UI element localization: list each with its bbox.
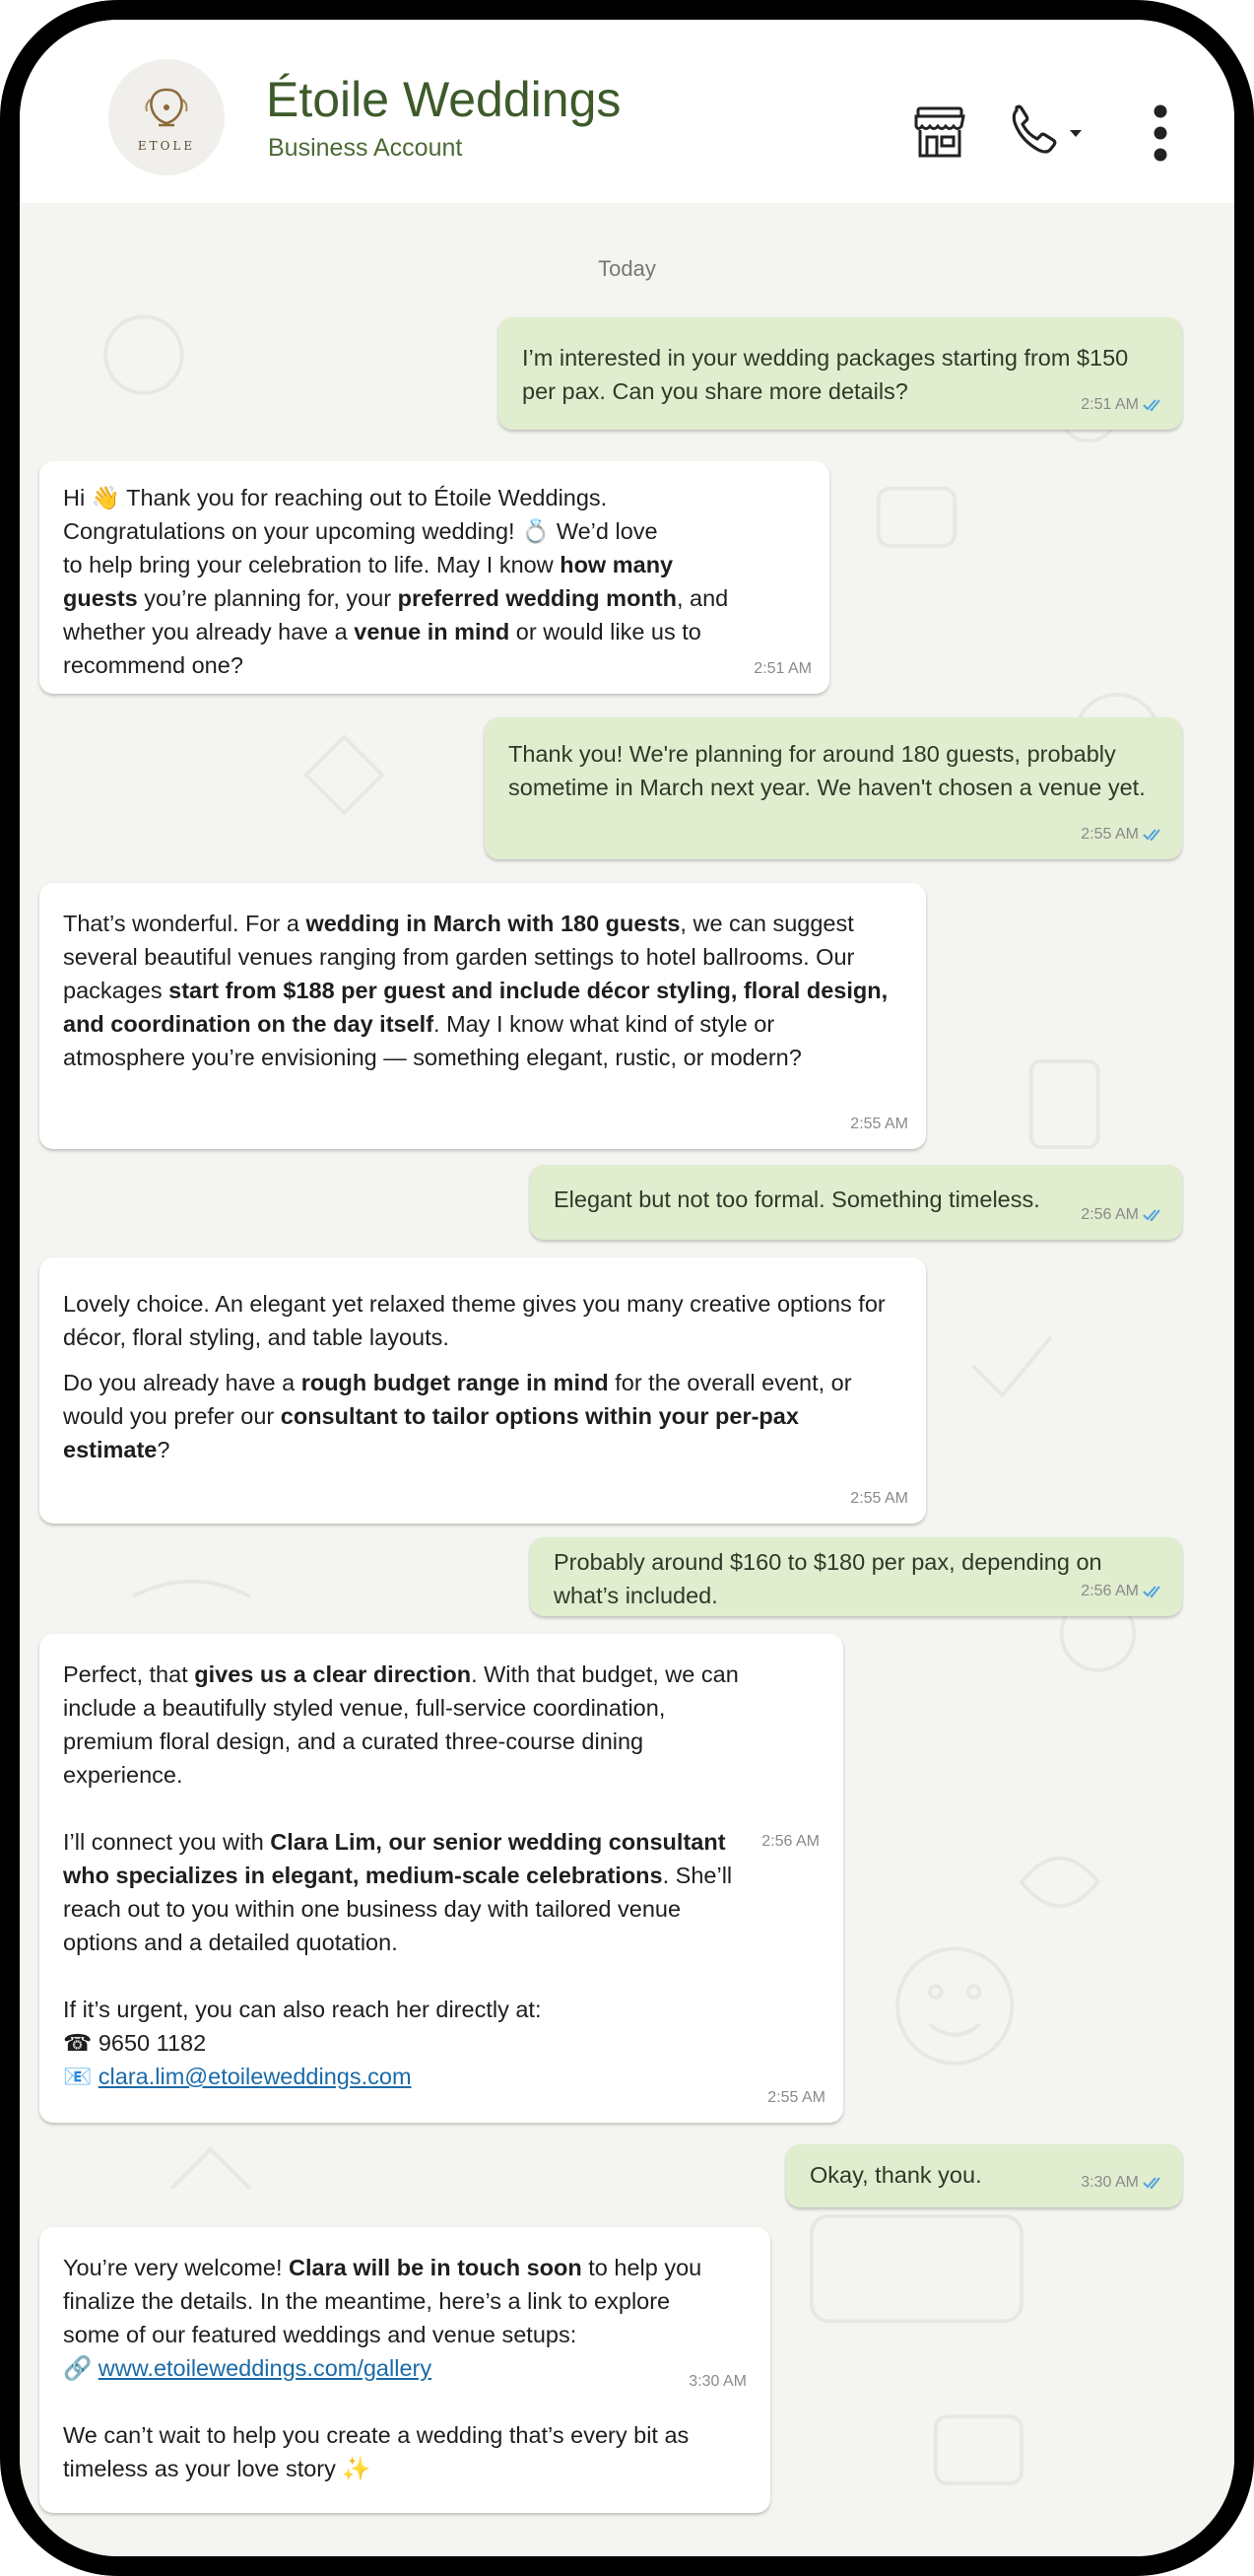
message-time-inline: 2:56 AM [761, 1833, 820, 1850]
read-receipt-icon [1143, 828, 1164, 842]
message-text: Elegant but not too formal. Something timeless. [554, 1186, 1040, 1212]
message-outgoing[interactable] [485, 717, 1182, 859]
read-receipt-icon [1143, 398, 1164, 412]
link-icon: 🔗 [63, 2355, 93, 2381]
logo-wordmark: ETOLE [137, 139, 196, 153]
business-account-label: Business Account [268, 134, 463, 162]
phone-icon[interactable] [1009, 102, 1088, 162]
message-incoming[interactable] [39, 461, 829, 694]
message-outgoing[interactable] [786, 2144, 1182, 2207]
message-time: 2:55 AM [850, 1116, 908, 1132]
email-link[interactable]: clara.lim@etoileweddings.com [98, 2064, 412, 2089]
message-text: You’re very welcome! Clara will be in touch soon to help you finalize the details. In the meantime, here’s a link to explore some of our featured weddings and venue setups: [63, 2255, 702, 2347]
gallery-link[interactable]: www.etoileweddings.com/gallery [98, 2355, 432, 2381]
storefront-icon[interactable] [908, 101, 971, 164]
message-text: We can’t wait to help you create a wedding that’s every bit as timeless as your love story ✨ [63, 2422, 690, 2481]
message-text: That’s wonderful. For a wedding in March with 180 guests, we can suggest several beautiful venues ranging from garden settings to hotel ballrooms. Our packages start from $188 per guest and include décor styling, floral design, and coordination on the day itself. May I know what kind of style or atmosphere you’re envisioning — something elegant, rustic, or modern? [63, 911, 889, 1070]
gallery-link-line [63, 2351, 747, 2385]
message-incoming[interactable] [39, 1634, 843, 2123]
message-text: Lovely choice. An elegant yet relaxed theme gives you many creative options for décor, floral styling, and table layouts. [63, 1291, 886, 1350]
message-text: Do you already have a rough budget range in mind for the overall event, or would you prefer our consultant to tailor options within your per-pax estimate? [63, 1370, 852, 1462]
message-text: Okay, thank you. [810, 2162, 982, 2188]
more-vertical-icon[interactable] [1143, 102, 1178, 164]
message-time: 2:55 AM [767, 2089, 825, 2106]
message-text: If it’s urgent, you can also reach her directly at: [63, 1997, 542, 2022]
message-text: Hi 👋 Thank you for reaching out to Étoile Weddings. Congratulations on your upcoming wedding! 💍 We’d love to help bring your celebration to life. May I know how many guests you’re planning for, your preferred wedding month, and whether you already have a venue in mind or would like us to recommend one? [63, 485, 729, 678]
message-time: 2:56 AM [1081, 1575, 1164, 1608]
message-text: Perfect, that gives us a clear direction. With that budget, we can include a beautifully styled venue, full-service coordination, premium floral design, and a curated three-course dining experience. [63, 1661, 739, 1788]
read-receipt-icon [1143, 1585, 1164, 1598]
chat-header [20, 20, 1234, 203]
business-name[interactable]: Étoile Weddings [266, 72, 622, 127]
read-receipt-icon [1143, 1208, 1164, 1222]
read-receipt-icon [1143, 2176, 1164, 2190]
message-outgoing[interactable] [530, 1537, 1182, 1616]
message-incoming[interactable] [39, 1257, 926, 1524]
message-incoming[interactable] [39, 2227, 770, 2513]
message-time: 2:51 AM [754, 660, 812, 677]
message-text: Probably around $160 to $180 per pax, depending on what’s included. [554, 1549, 1102, 1608]
email-icon: 📧 [63, 2064, 93, 2089]
message-time: 2:56 AM [1081, 1198, 1164, 1232]
message-text: I’ll connect you with Clara Lim, our senior wedding consultant who specializes in elegant, medium-scale celebrations. She’ll reach out to you within one business day with tailored venue options and a detailed quotation. [63, 1829, 733, 1955]
business-avatar[interactable] [108, 59, 225, 175]
laurel-logo-icon [137, 82, 196, 137]
message-time: 2:55 AM [1081, 818, 1164, 851]
message-incoming[interactable] [39, 883, 926, 1149]
phone-icon: ☎ [63, 2030, 93, 2056]
chat-area[interactable] [20, 203, 1234, 2576]
message-text: I’m interested in your wedding packages starting from $150 per pax. Can you share more details? [522, 345, 1129, 404]
message-time: 2:51 AM [1081, 388, 1164, 422]
contact-phone: ☎ 9650 1182 [63, 2030, 207, 2056]
message-outgoing[interactable] [530, 1165, 1182, 1240]
message-outgoing[interactable] [498, 317, 1182, 430]
message-time: 2:55 AM [850, 1490, 908, 1507]
message-time: 3:30 AM [1081, 2166, 1164, 2200]
contact-email [63, 2060, 820, 2093]
message-text: Thank you! We're planning for around 180 guests, probably sometime in March next year. We haven't chosen a venue yet. [508, 741, 1146, 800]
date-separator: Today [598, 256, 656, 281]
message-time-inline: 3:30 AM [689, 2373, 747, 2390]
